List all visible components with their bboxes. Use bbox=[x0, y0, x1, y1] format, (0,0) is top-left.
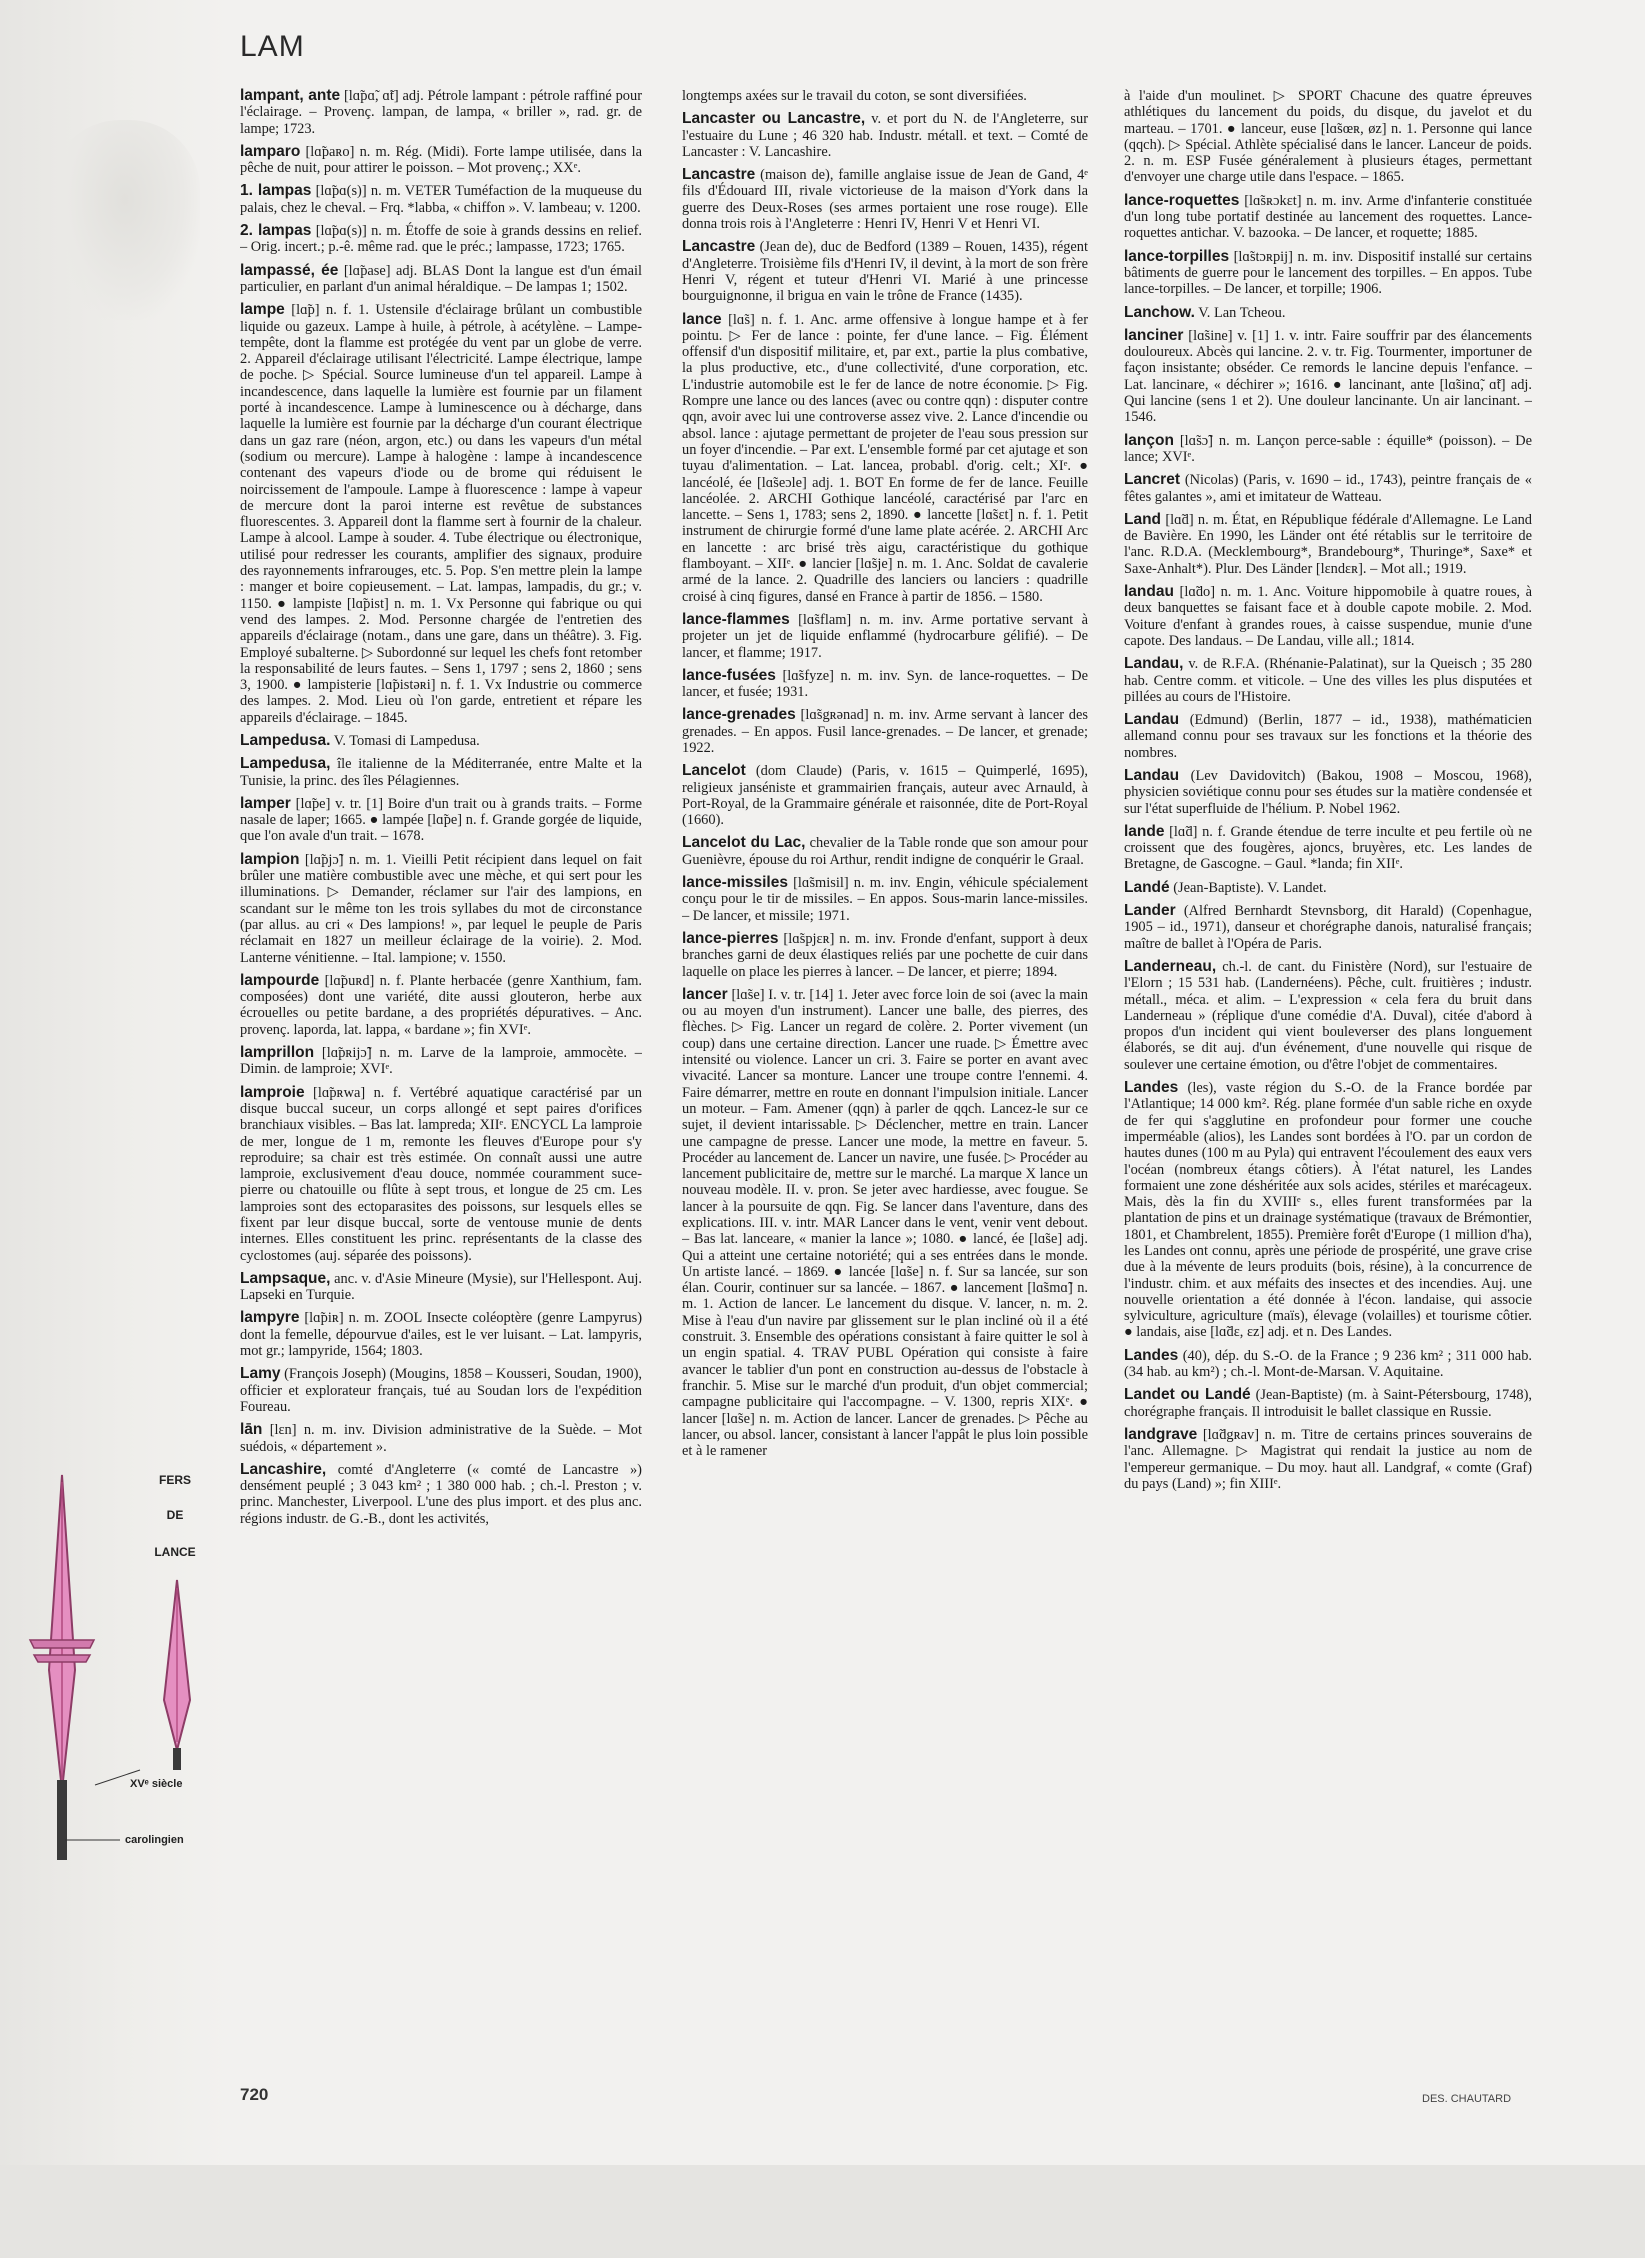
dictionary-entry bbox=[240, 796, 642, 845]
entry-headword: lande bbox=[1124, 822, 1165, 840]
entry-definition: île italienne de la Méditerranée, entre Malte et la Tunisie, la princ. des îles Pélagiennes. bbox=[240, 756, 642, 789]
entry-definition: [lɑ̃s] n. f. 1. Anc. arme offensive à longue hampe et à fer pointu. ▷ Fer de lance : pointe, fer d'une lance. – Fig. Élément offensif d'un dispositif militaire, et, par ext., partie la plus combative, la plus productive, etc., d'une collectivité, d'une corporation, etc. L'industrie automobile est le fer de lance de notre économie. ▷ Fig. Rompre une lance ou des lances (avec ou contre qqn) : disputer contre qqn, avoir avec lui une controverse assez vive. 2. Lance d'incendie ou absol. lance : ajutage permettant de projeter de l'eau sous pression sur un foyer d'incendie. – Par ext. L'ensemble formé par cet ajutage et son tuyau d'alimentation. – Lat. lancea, probabl. d'orig. celt.; XIᵉ. ● lancéolé, ée [lɑ̃seɔle] adj. 1. BOT En forme de fer de lance. Feuille lancéolée. 2. ARCHI Gothique lancéolé, caractérisé par l'arc en lancette. – Sens 1, 1783; sens 2, 1890. ● lancette [lɑ̃sɛt] n. f. 1. Petit instrument de chirurgie formé d'une lame plate acérée. 2. ARCHI Arc en lancette : arc brisé très aigu, caractéristique du gothique flamboyant. – XIIᵉ. ● lancier [lɑ̃sje] n. m. 1. Anc. Soldat de cavalerie armé de la lance. 2. Quadrille des lanciers ou lanciers : quadrille croisé à cinq figures, dansé en France à partir de 1856. – 1580. bbox=[682, 311, 1088, 605]
entry-definition: [lɑ̃d] n. m. État, en République fédérale d'Allemagne. Le Land de Bavière. En 1990, les Länder ont été rétablis sur le territoire de l'anc. R.D.A. (Mecklembourg*, Brandebourg*, Thuringe*, Saxe* et Saxe-Anhalt*). Plur. Des Länder [lɛndɛʀ]. – Mot all.; 1919. bbox=[1124, 511, 1532, 577]
entry-definition: [lɑ̃pɑ(s)] n. m. VETER Tuméfaction de la muqueuse du palais, chez le cheval. – Frq. *labba, « chiffon ». V. lambeau; v. 1200. bbox=[240, 183, 642, 216]
entry-headword: lance-roquettes bbox=[1124, 191, 1240, 209]
entry-headword: 2. lampas bbox=[240, 222, 312, 240]
dictionary-entry bbox=[1124, 712, 1532, 761]
entry-headword: lampyre bbox=[240, 1309, 300, 1327]
entry-headword: lanciner bbox=[1124, 326, 1184, 344]
entry-headword: lamproie bbox=[240, 1083, 305, 1101]
dictionary-entry bbox=[1124, 768, 1532, 817]
carolingian-lance-head bbox=[30, 1475, 94, 1860]
page-bottom-margin bbox=[0, 2165, 1645, 2258]
entry-headword: Lancret bbox=[1124, 471, 1180, 489]
entry-definition: [lɑ̃pʀwa] n. f. Vertébré aquatique caractérisé par un disque buccal suceur, un corps allongé et sept paires d'orifices branchiaux visibles. – Bas lat. lampreda; XIIᵉ. ENCYCL La lamproie de mer, longue de 1 m, remonte les fleuves d'Europe pour s'y reproduire; sa chair est très estimée. On connaît aussi une autre lamproie, exclusivement d'eau douce, nommée couramment suce-pierre ou chatouille ou flûte à sept trous, et longue de 25 cm. Les lamproies sont des ectoparasites des poissons, sur lesquels elles se fixent par leur disque buccal, sorte de ventouse munie de dents internes. Elles constituent les princ. représentants de la classe des cyclostomes (auj. séparée des poissons). bbox=[240, 1084, 642, 1264]
entry-definition: ch.-l. de cant. du Finistère (Nord), sur l'estuaire de l'Elorn ; 15 531 hab. (Landernéens). Pêche, cult. fruitières ; industr. métall., méca. et alim. – L'expression « cela fera du bruit dans Landerneau » (réplique d'une comédie d'A. Duval), citée d'abord à propos d'un incident qui vient bouleverser des plans longuement élaborés, se dit auj. d'un événement, d'une nouvelle qui risque de soulever une certaine émotion, ou d'être l'objet de commentaires. bbox=[1124, 958, 1532, 1073]
entry-definition: [lɑ̃piʀ] n. m. ZOOL Insecte coléoptère (genre Lampyrus) dont la femelle, dépourvue d'ailes, est le ver luisant. – Lat. lampyris, mot gr.; lampyride, 1564; 1803. bbox=[240, 1310, 642, 1360]
dictionary-entry bbox=[1124, 880, 1532, 896]
dictionary-entry bbox=[682, 987, 1088, 1460]
dictionary-entry bbox=[682, 763, 1088, 828]
entry-definition: (maison de), famille anglaise issue de Jean de Gand, 4ᵉ fils d'Édouard III, rivale victorieuse de la maison d'York dans la guerre des Deux-Roses (ses armes portaient une rose rouge). Elle donna trois rois à l'Angleterre : Henri IV, Henri V et Henri VI. bbox=[682, 167, 1088, 233]
entry-headword: Lampedusa. bbox=[240, 731, 331, 749]
dictionary-entry bbox=[1124, 433, 1532, 466]
entry-headword: lampant, ante bbox=[240, 88, 341, 104]
entry-headword: Lampsaque, bbox=[240, 1269, 331, 1287]
entry-definition: [lɑ̃dgʀav] n. m. Titre de certains princes souverains de l'anc. Allemagne. ▷ Magistrat qui rendait la justice au nom de l'empereur germanique. – Du moy. haut all. Landgraf, « comte (Graf) du pays (Land) »; fin XIIIᵉ. bbox=[1124, 1426, 1532, 1492]
entry-definition: longtemps axées sur le travail du coton, se sont diversifiées. bbox=[682, 88, 1027, 104]
entry-headword: lance-missiles bbox=[682, 874, 788, 892]
entry-definition: [lɛn] n. m. inv. Division administrative de la Suède. – Mot suédois, « département ». bbox=[240, 1422, 642, 1455]
entry-definition: [lɑ̃sɔ̃] n. m. Lançon perce-sable : équille* (poisson). – De lance; XVIᵉ. bbox=[1124, 432, 1532, 465]
entry-definition: [lɑ̃puʀd] n. f. Plante herbacée (genre Xanthium, fam. composées) dont une variété, dite aussi glouteron, herbe aux écrouelles ou petite bardane, a des propriétés dépuratives. – Anc. provenç. laporda, lat. lappa, « bardane »; fin XVIᵉ. bbox=[240, 972, 642, 1038]
dictionary-entry bbox=[1124, 1348, 1532, 1381]
entry-headword: Lancaster ou Lancastre, bbox=[682, 110, 866, 128]
entry-headword: lān bbox=[240, 1421, 263, 1439]
entry-definition: (Alfred Bernhardt Stevnsborg, dit Harald) (Copenhague, 1905 – id., 1971), danseur et chorégraphe danois, naturalisé français; maître de ballet à l'Opéra de Paris. bbox=[1124, 903, 1532, 952]
entry-definition: v. de R.F.A. (Rhénanie-Palatinat), sur la Queisch ; 35 280 hab. Centre comm. et viticole. – Une des villes les plus disputées et pillées au cours de l'Histoire. bbox=[1124, 656, 1532, 705]
dictionary-entry bbox=[240, 144, 642, 177]
entry-definition: à l'aide d'un moulinet. ▷ SPORT Chacune des quatre épreuves athlétiques du lancement du poids, du disque, du javelot et du marteau. – 1701. ● lanceur, euse [lɑ̃sœʀ, øz] n. 1. Personne qui lance (qqch). ▷ Spécial. Athlète spécialisé dans le lancer. Lanceur de poids. 2. n. m. ESP Fusée généralement à plusieurs étages, permettant d'envoyer une charge utile dans l'espace. – 1865. bbox=[1124, 88, 1532, 186]
entry-headword: Lancastre bbox=[682, 238, 756, 256]
entry-definition: [lɑ̃stɔʀpij] n. m. inv. Dispositif installé sur certains bâtiments de guerre pour le lancement des torpilles. – En appos. Tube lance-torpilles. – De lancer, et torpille; 1906. bbox=[1124, 248, 1532, 298]
entry-headword: Lander bbox=[1124, 902, 1176, 920]
dictionary-entry bbox=[682, 931, 1088, 980]
dictionary-entry bbox=[682, 312, 1088, 605]
dictionary-entry bbox=[1124, 903, 1532, 952]
entry-definition: (Jean-Baptiste) (m. à Saint-Pétersbourg, 1748), chorégraphe français. Il introduisit le ballet classique en Russie. bbox=[1124, 1387, 1532, 1420]
entry-definition: [lɑ̃pe] v. tr. [1] Boire d'un trait ou à grands traits. – Forme nasale de laper; 1665. ● lampée [lɑ̃pe] n. f. Grande gorgée de liquide, que l'on avale d'un trait. – 1678. bbox=[240, 795, 642, 845]
entry-headword: Landau, bbox=[1124, 655, 1184, 673]
dictionary-entry bbox=[240, 1462, 642, 1527]
entry-definition: [lɑ̃pɑ̃, ɑ̃t] adj. Pétrole lampant : pétrole raffiné pour l'éclairage. – Provenç. lampan, de lampa, « briller », rad. gr. de lampe; 1723. bbox=[240, 88, 642, 137]
entry-headword: lance-fusées bbox=[682, 666, 776, 684]
entry-headword: lampassé, ée bbox=[240, 261, 339, 279]
dictionary-entry bbox=[682, 707, 1088, 756]
entry-definition: (Jean de), duc de Bedford (1389 – Rouen, 1435), régent d'Angleterre. Troisième fils d'Henri IV, il devint, à la mort de son frère Henri V, régent et tuteur d'Henri VI. Marié à une princesse bourguignonne, il brigua en vain le trône de France (1435). bbox=[682, 239, 1088, 305]
dictionary-entry bbox=[240, 1310, 642, 1359]
entry-definition: (Nicolas) (Paris, v. 1690 – id., 1743), peintre français de « fêtes galantes », ami et imitateur de Watteau. bbox=[1124, 472, 1532, 505]
illustration-credit: DES. CHAUTARD bbox=[1422, 2093, 1512, 2105]
dictionary-entry bbox=[240, 1085, 642, 1264]
dictionary-entry bbox=[1124, 328, 1532, 426]
label-xv-siecle: XVᵉ siècle bbox=[130, 1778, 183, 1790]
entry-headword: lançon bbox=[1124, 431, 1174, 449]
entry-headword: lampourde bbox=[240, 971, 320, 989]
dictionary-entry bbox=[1124, 824, 1532, 873]
dictionary-entry bbox=[682, 875, 1088, 924]
dictionary-entry bbox=[1124, 249, 1532, 298]
figure-title-line2: DE bbox=[166, 1508, 184, 1522]
entry-definition: [lɑ̃pʀijɔ̃] n. m. Larve de la lamproie, ammocète. – Dimin. de lamproie; XVIᵉ. bbox=[240, 1045, 642, 1078]
entry-definition: [lɑ̃d] n. f. Grande étendue de terre inculte et peu fertile où ne croissent que des fougères, ajoncs, bruyères, etc. Les landes de Bretagne, de Gascogne. – Gaul. *landa; fin XIIᵉ. bbox=[1124, 823, 1532, 873]
entry-headword: lamper bbox=[240, 794, 291, 812]
entry-definition: [lɑ̃sgʀənad] n. m. inv. Arme servant à lancer des grenades. – En appos. Fusil lance-grenades. – De lancer, et grenade; 1922. bbox=[682, 707, 1088, 756]
entry-definition: anc. v. d'Asie Mineure (Mysie), sur l'Hellespont. Auj. Lapseki en Turquie. bbox=[240, 1270, 642, 1304]
entry-headword: lamprillon bbox=[240, 1044, 315, 1062]
entry-headword: Lancashire, bbox=[240, 1460, 327, 1478]
entry-definition: [lɑ̃sine] v. [1] 1. v. intr. Faire souffrir par des élancements douloureux. Abcès qui lancine. 2. v. tr. Fig. Tourmenter, importuner de façon insistante; obséder. Ce remords le lancine depuis l'enfance. – Lat. lancinare, « déchirer »; 1616. ● lancinant, ante [lɑ̃sinɑ̃, ɑ̃t] adj. Qui lancine (sens 1 et 2). Une douleur lancinante. Un air lancinant. – 1546. bbox=[1124, 327, 1532, 426]
entry-headword: lampion bbox=[240, 850, 300, 868]
entry-definition: v. et port du N. de l'Angleterre, sur l'estuaire du Lune ; 46 320 hab. Industr. métall. et text. – Comté de Lancaster : V. Lancashire. bbox=[682, 111, 1088, 160]
entry-definition: comté d'Angleterre (« comté de Lancastre ») densément peuplé ; 3 043 km² ; 1 380 000 hab. ; ch.-l. Preston ; v. princ. Manchester, Liverpool. L'une des plus import. et des plus anc. régions industr. de G.-B., dont les activités, bbox=[240, 1461, 642, 1527]
entry-headword: Landet ou Landé bbox=[1124, 1386, 1251, 1404]
column-3 bbox=[1124, 88, 1532, 2098]
dictionary-entry bbox=[1124, 88, 1532, 186]
entry-headword: lance bbox=[682, 310, 722, 328]
entry-definition: (40), dép. du S.-O. de la France ; 9 236 km² ; 311 000 hab. (34 hab. au km²) ; ch.-l. Mont-de-Marsan. V. Aquitaine. bbox=[1124, 1347, 1532, 1381]
entry-definition: [lɑ̃se] I. v. tr. [14] 1. Jeter avec force loin de soi (avec la main ou au moyen d'un instrument). Lancer une balle, des pierres, des flèches. ▷ Fig. Lancer un regard de colère. 2. Porter vivement (un coup) dans une certaine direction. Lancer une ruade. ▷ Émettre avec intensité ou violence. Lancer un cri. 3. Faire se porter en avant avec vivacité. Lancer sa monture. Lancer une troupe contre l'ennemi. 4. Faire démarrer, mettre en route en donnant l'impulsion initiale. Lancer un moteur. – Fam. Amener (qqn) à parler de qqch. Lancez-le sur ce sujet, il devient intarissable. ▷ Déclencher, mettre en train. Lancer une campagne de presse. Lancer une mode, la mettre en faveur. 5. Procéder au lancement de. Lancer un navire, une fusée. ▷ Procéder au lancement publicitaire de, mettre sur le marché. La marque X lance un nouveau modèle. II. v. pron. Se jeter avec hardiesse, avec fougue. Se lancer à la poursuite de qqn. Fig. Se lancer dans l'aventure, dans des explications. III. v. intr. MAR Lancer dans le vent, venir vent debout. – Bas lat. lanceare, « manier la lance »; 1080. ● lancé, ée [lɑ̃se] adj. Qui a atteint une certaine notoriété; qui a ses entrées dans le monde. Un artiste lancé. – 1869. ● lancée [lɑ̃se] n. f. Sur sa lancée, sur son élan. Courir, continuer sur sa lancée. – 1867. ● lancement [lɑ̃smɑ̃] n. m. 1. Action de lancer. Le lancement du disque. V. lancer, n. m. 2. Mise à l'eau d'un navire par glissement sur le plan incliné où il a été construit. 3. Ensemble des opérations consistant à faire quitter le sol à un engin spatial. 4. TRAV PUBL Opération qui consiste à faire avancer le tablier d'un pont en construction au-dessus de l'obstacle à franchir. 5. Mise sur le marché d'un produit, d'un objet commercial; campagne publicitaire qui l'accompagne. – V. 1300, repris XIXᵉ. ● lancer [lɑ̃se] n. m. Action de lancer. Lancer de grenades. ▷ Pêche au lancer, ou absol. lancer, consistant à lancer l'appât le plus loin possible et à le ramener bbox=[682, 986, 1088, 1460]
entry-definition: [lɑ̃pɑ(s)] n. m. Étoffe de soie à grands dessins en relief. – Orig. incert.; p.-ê. même rad. que le préc.; lampasse, 1723; 1765. bbox=[240, 223, 642, 256]
dictionary-entry bbox=[240, 973, 642, 1038]
dictionary-entry bbox=[240, 223, 642, 256]
dictionary-entry bbox=[682, 239, 1088, 304]
entry-headword: 1. lampas bbox=[240, 182, 312, 200]
dictionary-entry bbox=[1124, 1427, 1532, 1492]
entry-headword: Landé bbox=[1124, 878, 1170, 896]
figure-title-line3: LANCE bbox=[154, 1545, 196, 1559]
dictionary-entry bbox=[240, 302, 642, 726]
dictionary-entry bbox=[240, 183, 642, 216]
entry-definition: (Edmund) (Berlin, 1877 – id., 1938), mathématicien allemand connu pour ses travaux sur les fonctions et la théorie des nombres. bbox=[1124, 712, 1532, 761]
entry-headword: lance-pierres bbox=[682, 929, 779, 947]
entry-headword: lampe bbox=[240, 301, 285, 319]
dictionary-entry bbox=[1124, 959, 1532, 1073]
entry-definition: [lɑ̃spjɛʀ] n. m. inv. Fronde d'enfant, support à deux branches garni de deux élastiques reliés par une pochette de cuir dans laquelle on place les pierres à lancer. – De lancer, et pierre; 1894. bbox=[682, 930, 1088, 980]
entry-headword: Landau bbox=[1124, 766, 1180, 784]
entry-headword: Landes bbox=[1124, 1346, 1179, 1364]
page-number: 720 bbox=[240, 2085, 269, 2104]
entry-headword: Land bbox=[1124, 510, 1162, 528]
dictionary-entry bbox=[1124, 1387, 1532, 1420]
dictionary-entry bbox=[1124, 656, 1532, 705]
entry-headword: lamparo bbox=[240, 142, 301, 160]
entry-definition: V. Tomasi di Lampedusa. bbox=[333, 732, 480, 749]
entry-headword: Landerneau, bbox=[1124, 957, 1217, 975]
entry-definition: (dom Claude) (Paris, v. 1615 – Quimperlé, 1695), religieux janséniste et grammairien français, auteur avec Arnauld, à Port-Royal, de la Grammaire générale et raisonnée, dite de Port-Royal (1660). bbox=[682, 763, 1088, 829]
xv-century-lance-head bbox=[164, 1580, 190, 1770]
entry-definition: [lɑ̃pjɔ̃] n. m. 1. Vieilli Petit récipient dans lequel on fait brûler une matière combustible avec une mèche, et qui sert pour les illuminations. ▷ Demander, réclamer sur l'air des lampions, en scandant sur le même ton les trois syllabes du mot de circonstance (par allus. au cri « Des lampions! », par lequel le peuple de Paris réclamait en 1827 un meilleur éclairage de la voirie). 2. Mod. Lanterne vénitienne. – Ital. lampione; v. 1550. bbox=[240, 851, 642, 966]
entry-headword: lancer bbox=[682, 985, 728, 1003]
entry-headword: Lancelot du Lac, bbox=[682, 834, 806, 852]
dictionary-entry bbox=[1124, 1080, 1532, 1341]
entry-definition: [lɑ̃paʀo] n. m. Rég. (Midi). Forte lampe utilisée, dans la pêche de nuit, pour attirer le poisson. – Mot provenç.; XXᵉ. bbox=[240, 143, 642, 177]
dictionary-entry bbox=[682, 612, 1088, 661]
dictionary-entry bbox=[1124, 472, 1532, 505]
guide-word: LAM bbox=[240, 30, 305, 63]
entry-headword: lance-torpilles bbox=[1124, 247, 1230, 265]
column-1 bbox=[240, 88, 642, 2098]
dictionary-entry bbox=[682, 835, 1088, 868]
entry-headword: Lancelot bbox=[682, 762, 746, 780]
dictionary-entry bbox=[1124, 193, 1532, 242]
entry-headword: Lanchow. bbox=[1124, 303, 1195, 321]
entry-definition: [lɑ̃sfyze] n. m. inv. Syn. de lance-roquettes. – De lancer, et fusée; 1931. bbox=[682, 667, 1088, 701]
entry-definition: (Lev Davidovitch) (Bakou, 1908 – Moscou, 1968), physicien soviétique connu pour ses études sur la matière condensée et sur l'état superfluide de l'hélium. P. Nobel 1962. bbox=[1124, 767, 1532, 817]
lance-heads-illustration bbox=[20, 1470, 220, 1870]
dictionary-entry bbox=[240, 1045, 642, 1078]
dictionary-entry bbox=[682, 668, 1088, 701]
entry-definition: (Jean-Baptiste). V. Landet. bbox=[1173, 879, 1327, 896]
entry-definition: [lɑ̃smisil] n. m. inv. Engin, véhicule spécialement conçu pour le tir de missiles. – En appos. Sous-marin lance-missiles. – De lancer, et missile; 1971. bbox=[682, 875, 1088, 924]
entry-definition: (François Joseph) (Mougins, 1858 – Kousseri, Soudan, 1900), officier et explorateur français, tué au Soudan lors de l'expédition Foureau. bbox=[240, 1366, 642, 1415]
dictionary-entry bbox=[682, 167, 1088, 232]
dictionary-entry bbox=[1124, 305, 1532, 321]
entry-definition: V. Lan Tcheou. bbox=[1198, 304, 1286, 321]
faded-portrait-background bbox=[50, 120, 200, 320]
dictionary-entry bbox=[1124, 584, 1532, 649]
entry-definition: [lɑ̃pase] adj. BLAS Dont la langue est d'un émail particulier, en parlant d'un animal héraldique. – De lampas 1; 1502. bbox=[240, 262, 642, 295]
entry-headword: Landes bbox=[1124, 1079, 1179, 1097]
entry-headword: lance-flammes bbox=[682, 610, 790, 628]
dictionary-entry bbox=[240, 1422, 642, 1455]
dictionary-entry bbox=[682, 88, 1088, 104]
dictionary-entry bbox=[240, 88, 642, 137]
entry-headword: Landau bbox=[1124, 711, 1180, 729]
entry-definition: [lɑ̃sʀɔkɛt] n. m. inv. Arme d'infanterie constituée d'un long tube portatif destinée au lancement des roquettes. Lance-roquettes antichar. V. bazooka. – De lancer, et roquette; 1885. bbox=[1124, 192, 1532, 242]
entry-headword: landgrave bbox=[1124, 1425, 1198, 1443]
entry-definition: [lɑ̃sflam] n. m. inv. Arme portative servant à projeter un jet de liquide enflammé (hydrocarbure gélifié). – De lancer, et flamme; 1917. bbox=[682, 611, 1088, 661]
left-margin-shadow bbox=[0, 0, 230, 2258]
dictionary-entry bbox=[240, 756, 642, 789]
entry-headword: Lamy bbox=[240, 1365, 281, 1383]
entry-definition: chevalier de la Table ronde que son amour pour Guenièvre, épouse du roi Arthur, rendit indigne de conquérir le Graal. bbox=[682, 835, 1088, 868]
entry-definition: [lɑ̃do] n. m. 1. Anc. Voiture hippomobile à quatre roues, à deux banquettes se faisant face et à double capote mobile. 2. Mod. Voiture d'enfant à grandes roues, à caisse suspendue, munie d'une capote. Des landaus. – De Landau, ville all.; 1814. bbox=[1124, 584, 1532, 649]
entry-headword: lance-grenades bbox=[682, 706, 796, 724]
dictionary-entry bbox=[1124, 512, 1532, 577]
dictionary-entry bbox=[240, 852, 642, 966]
figure-title-line1: FERS bbox=[158, 1473, 191, 1487]
column-2 bbox=[682, 88, 1088, 2098]
dictionary-entry bbox=[240, 733, 642, 749]
dictionary-entry bbox=[682, 111, 1088, 160]
entry-headword: landau bbox=[1124, 583, 1174, 601]
entry-definition: [lɑ̃p] n. f. 1. Ustensile d'éclairage brûlant un combustible liquide ou gazeux. Lampe à huile, à pétrole, à acétylène. – Lampe-tempête, dont la flamme est protégée du vent par un globe de verre. 2. Appareil d'éclairage utilisant l'électricité. Lampe électrique, lampe de poche. ▷ Spécial. Source lumineuse d'un tel appareil. Lampe à incandescence, dans laquelle la lumière est fournie par un filament porté à incandescence. Lampe à luminescence ou à décharge, dans laquelle la lumière est fournie par la décharge d'un courant électrique dans un gaz rare (néon, argon, etc.) ou dans les vapeurs d'un métal (sodium ou mercure). Lampe à halogène : lampe à incandescence contenant des vapeurs d'iode ou de brome qui réduisent le noircissement de l'ampoule. Lampe à fluorescence : lampe à vapeur de mercure dont la paroi interne est revêtue de substances fluorescentes. 3. Appareil dont la flamme sert à fournir de la chaleur. Lampe à alcool. Lampe à souder. 4. Tube électrique ou électronique, utilisé pour redresser les courants, amplifier des signaux, produire des rayonnements infrarouges, etc. 5. Pop. S'en mettre plein la lampe : manger et boire copieusement. – Lat. lampas, lampadis, du gr.; v. 1150. ● lampiste [lɑ̃pist] n. m. 1. Vx Personne qui fabrique ou qui vend des lampes. 2. Mod. Personne chargée de l'entretien des appareils d'éclairage (notam., dans une gare, dans un théâtre). 3. Fig. Employé subalterne. ▷ Subordonné sur lequel les chefs font retomber la responsabilité de leurs fautes. – Sens 1, 1797 ; sens 2, 1860 ; sens 3, 1900. ● lampisterie [lɑ̃pistəʀi] n. f. 1. Vx Industrie ou commerce des lampes. 2. Mod. Lieu où l'on garde, entretient et répare les appareils d'éclairage. – 1845. bbox=[240, 302, 642, 726]
entry-definition: (les), vaste région du S.-O. de la France bordée par l'Atlantique; 14 000 km². Rég. plane formée d'un sable riche en oxyde de fer qui s'agglutine en profondeur pour former une couche imperméable (alios), les Landes sont bordées à l'O. par un cordon de hautes dunes (100 m au Pyla) qui entravent l'écoulement des eaux vers l'océan (nombreux étangs côtiers). À l'état naturel, les Landes formaient une zone déshéritée aux sols acides, stériles et marécageux. Mais, dès la fin du XVIIIᵉ s., elles furent transformées par la plantation de pins et un drainage systématique (travaux de Brémontier, 1801, et Chambrelent, 1855). Première forêt d'Europe (1 million d'ha), les Landes ont connu, après une période de prospérité, une grave crise due à la mévente de leurs produits (bois, résine), à la concurrence de l'industr. chim. et aux méfaits des insectes et des incendies. Auj. une nouvelle orientation a été donnée à l'écon. landaise, qui associe sylviculture, agriculture (maïs), élevage (volailles) et tourisme côtier. ● landais, aise [lɑ̃dɛ, ɛz] adj. et n. Des Landes. bbox=[1124, 1080, 1532, 1341]
entry-headword: Lancastre bbox=[682, 166, 756, 184]
entry-headword: Lampedusa, bbox=[240, 755, 331, 773]
dictionary-entry bbox=[240, 1366, 642, 1415]
dictionary-entry bbox=[240, 263, 642, 296]
label-carolingien: carolingien bbox=[125, 1834, 184, 1846]
dictionary-entry bbox=[240, 1271, 642, 1304]
